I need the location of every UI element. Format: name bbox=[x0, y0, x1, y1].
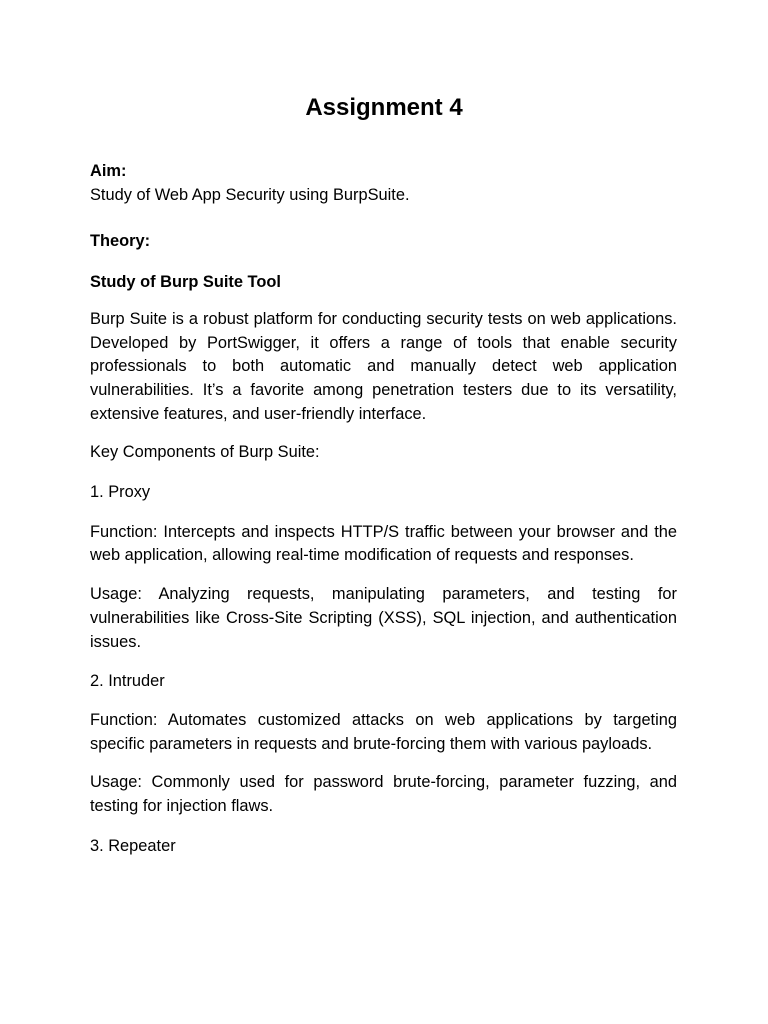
component-usage-proxy: Usage: Analyzing requests, manipulating parameters, and testing for vulnerabilities like Cross-Site Scripting (XSS), SQL injection, and authentication issues. bbox=[90, 585, 677, 651]
theory-label: Theory: bbox=[90, 232, 151, 251]
intro-paragraph: Burp Suite is a robust platform for conducting security tests on web applications. Developed by PortSwigger, it offers a range of tools that enable security professionals to both automatic and manually detect web application vulnerabilities. It’s a favorite among penetration testers due to its versatility, extensive features, and user-friendly interface. bbox=[90, 309, 677, 423]
document-body bbox=[90, 160, 677, 858]
section-heading: Study of Burp Suite Tool bbox=[90, 273, 281, 292]
component-usage-intruder: Usage: Commonly used for password brute-forcing, parameter fuzzing, and testing for injection flaws. bbox=[90, 773, 677, 816]
component-title-proxy: 1. Proxy bbox=[90, 483, 151, 502]
aim-label: Aim: bbox=[90, 162, 127, 180]
aim-text: Study of Web App Security using BurpSuite. bbox=[90, 185, 410, 204]
document-title: Assignment 4 bbox=[305, 94, 463, 121]
component-title-intruder: 2. Intruder bbox=[90, 672, 165, 691]
component-title-repeater: 3. Repeater bbox=[90, 836, 176, 855]
key-components-heading: Key Components of Burp Suite: bbox=[90, 443, 320, 462]
component-function-proxy: Function: Intercepts and inspects HTTP/S traffic between your browser and the web application, allowing real-time modification of requests and responses. bbox=[90, 522, 677, 565]
component-function-intruder: Function: Automates customized attacks on web applications by targeting specific parameters in requests and brute-forcing them with various payloads. bbox=[90, 710, 677, 753]
